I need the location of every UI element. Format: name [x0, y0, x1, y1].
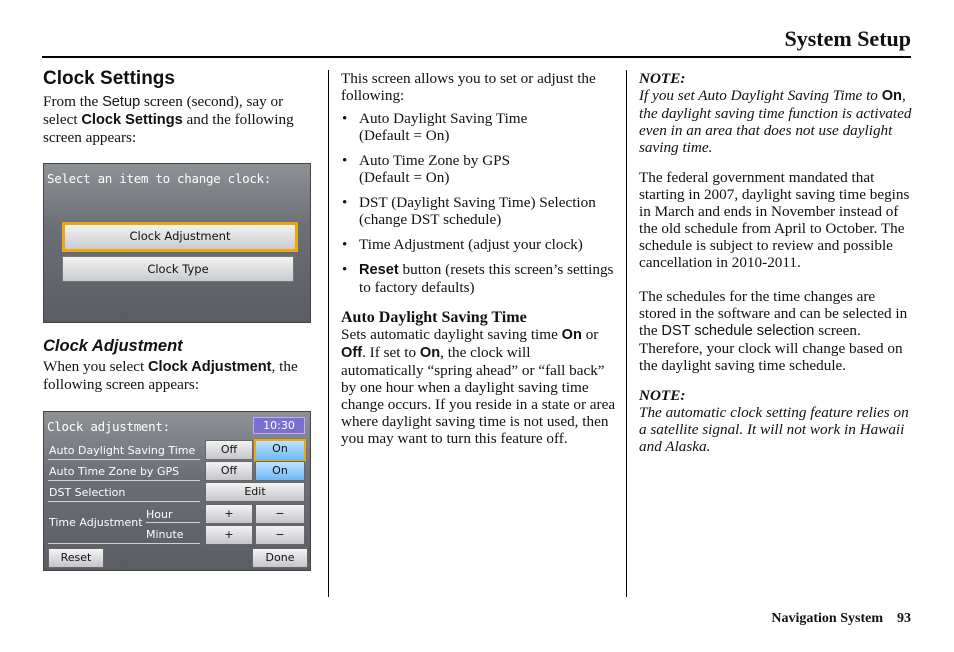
intro-text-mid: screen (second), say or select	[43, 93, 284, 128]
intro-text-post: and the following screen appears:	[43, 111, 294, 146]
text: , the daylight saving time function is activated even in an area that does not use daylight saving time.	[639, 87, 912, 156]
sub-keyword-clock-adjustment: Clock Adjustment	[148, 359, 272, 375]
auto-dst-off-button[interactable]: Off	[205, 440, 253, 460]
settings-list	[341, 110, 616, 296]
minute-label: Minute	[146, 528, 184, 541]
dst-edit-button[interactable]: Edit	[205, 482, 305, 502]
note-label-2: NOTE:	[639, 387, 686, 404]
schedule-paragraph	[639, 288, 914, 374]
clock-settings-screen	[43, 163, 311, 323]
clock-adjustment-intro	[43, 358, 315, 393]
bullet: •	[342, 110, 348, 127]
hour-label: Hour	[146, 508, 173, 521]
row-label-auto-timezone: Auto Time Zone by GPS	[49, 465, 180, 478]
list-item-text: Auto Time Zone by GPS	[359, 152, 511, 169]
federal-mandate-paragraph: The federal government mandated that starting in 2007, daylight saving time begins in March and ends in November instead of the old schedule from April to October. The schedule is subject to review and possible cancellation in 2010-2011.	[639, 169, 910, 271]
bullet: •	[342, 194, 348, 211]
row-divider	[48, 459, 200, 460]
keyword-off: Off	[341, 345, 363, 361]
title-rule	[42, 56, 911, 58]
hour-minus-button[interactable]: −	[255, 504, 305, 524]
list-item	[341, 110, 616, 144]
text: screen. Therefore, your clock will change based on the daylight saving time schedule.	[639, 322, 903, 374]
list-item	[341, 152, 616, 186]
subheading-clock-adjustment: Clock Adjustment	[43, 337, 183, 355]
list-item-default: (Default = On)	[359, 169, 450, 186]
list-item	[341, 194, 616, 228]
minute-plus-button[interactable]: +	[205, 525, 253, 545]
sub-text-post: , the following screen appears:	[43, 358, 298, 393]
clock-settings-intro	[43, 93, 315, 146]
text: , the clock will automatically “spring ahead” or “fall back” by one hour when a daylight saving time change occurs. If you reside in a state or area where daylight saving time is not used, then you may want to turn this feature off.	[341, 344, 616, 447]
clock-adjustment-button[interactable]: Clock Adjustment	[62, 222, 298, 252]
clock-adjustment-screen	[43, 411, 311, 571]
list-item-text: Time Adjustment (adjust your clock)	[359, 236, 583, 253]
note-text-1	[639, 87, 914, 156]
keyword-on: On	[419, 345, 441, 361]
text: Sets automatic daylight saving time	[341, 326, 562, 343]
screen2-header: Clock adjustment:	[47, 419, 170, 434]
column-1	[43, 68, 315, 571]
keyword-on: On	[881, 88, 902, 104]
note-label-1: NOTE:	[639, 70, 686, 87]
intro-keyword-setup: Setup	[102, 94, 141, 110]
auto-dst-description	[341, 326, 616, 447]
column-divider-2	[626, 70, 627, 597]
row-label-dst-selection: DST Selection	[49, 486, 126, 499]
settings-intro: This screen allows you to set or adjust the following:	[341, 70, 596, 104]
keyword-dst-schedule-selection: DST schedule selection	[661, 323, 815, 339]
row-divider	[48, 480, 200, 481]
intro-keyword-clock-settings: Clock Settings	[81, 112, 183, 128]
page-title: System Setup	[784, 26, 911, 51]
clock-time-display: 10:30	[253, 417, 305, 434]
section-heading-clock-settings: Clock Settings	[43, 68, 175, 89]
clock-type-button[interactable]: Clock Type	[62, 256, 294, 282]
row-label-auto-dst: Auto Daylight Saving Time	[49, 444, 196, 457]
row-label-time-adjustment: Time Adjustment	[49, 516, 143, 529]
auto-dst-on-button[interactable]: On	[254, 439, 306, 462]
auto-timezone-off-button[interactable]: Off	[205, 461, 253, 481]
row-divider	[48, 501, 200, 502]
reset-button[interactable]: Reset	[48, 548, 104, 568]
sub-text-pre: When you select	[43, 358, 149, 375]
section-heading-auto-dst: Auto Daylight Saving Time	[341, 309, 527, 326]
footer-section: Navigation System	[771, 611, 883, 626]
note-text-2: The automatic clock setting feature relies on a satellite signal. It will not work in Hawaii and Alaska.	[639, 404, 909, 455]
row-divider	[146, 522, 200, 523]
hour-plus-button[interactable]: +	[205, 504, 253, 524]
text: If you set Auto Daylight Saving Time to	[639, 87, 882, 104]
column-divider-1	[328, 70, 329, 597]
text: or	[581, 326, 599, 343]
reset-keyword: Reset	[359, 262, 399, 278]
column-3	[639, 70, 914, 455]
screen1-header: Select an item to change clock:	[47, 171, 271, 186]
row-divider	[48, 543, 200, 544]
column-2	[341, 70, 616, 447]
reset-description: button (resets this screen’s settings to factory defaults)	[359, 261, 614, 296]
page-footer	[771, 611, 911, 627]
list-item-text: Auto Daylight Saving Time	[359, 110, 528, 127]
minute-minus-button[interactable]: −	[255, 525, 305, 545]
bullet: •	[342, 261, 348, 278]
keyword-on: On	[561, 327, 582, 343]
text: . If set to	[362, 344, 420, 361]
list-item-text: DST (Daylight Saving Time) Selection	[359, 194, 596, 211]
list-item	[341, 236, 616, 253]
auto-timezone-on-button[interactable]: On	[255, 461, 305, 481]
list-item	[341, 261, 616, 296]
intro-text-pre: From the	[43, 93, 103, 110]
done-button[interactable]: Done	[252, 548, 308, 568]
bullet: •	[342, 236, 348, 253]
page-number: 93	[897, 611, 911, 626]
list-item-default: (change DST schedule)	[359, 211, 502, 228]
text: The schedules for the time changes are stored in the software and can be selected in the	[639, 288, 908, 339]
list-item-default: (Default = On)	[359, 127, 450, 144]
bullet: •	[342, 152, 348, 169]
